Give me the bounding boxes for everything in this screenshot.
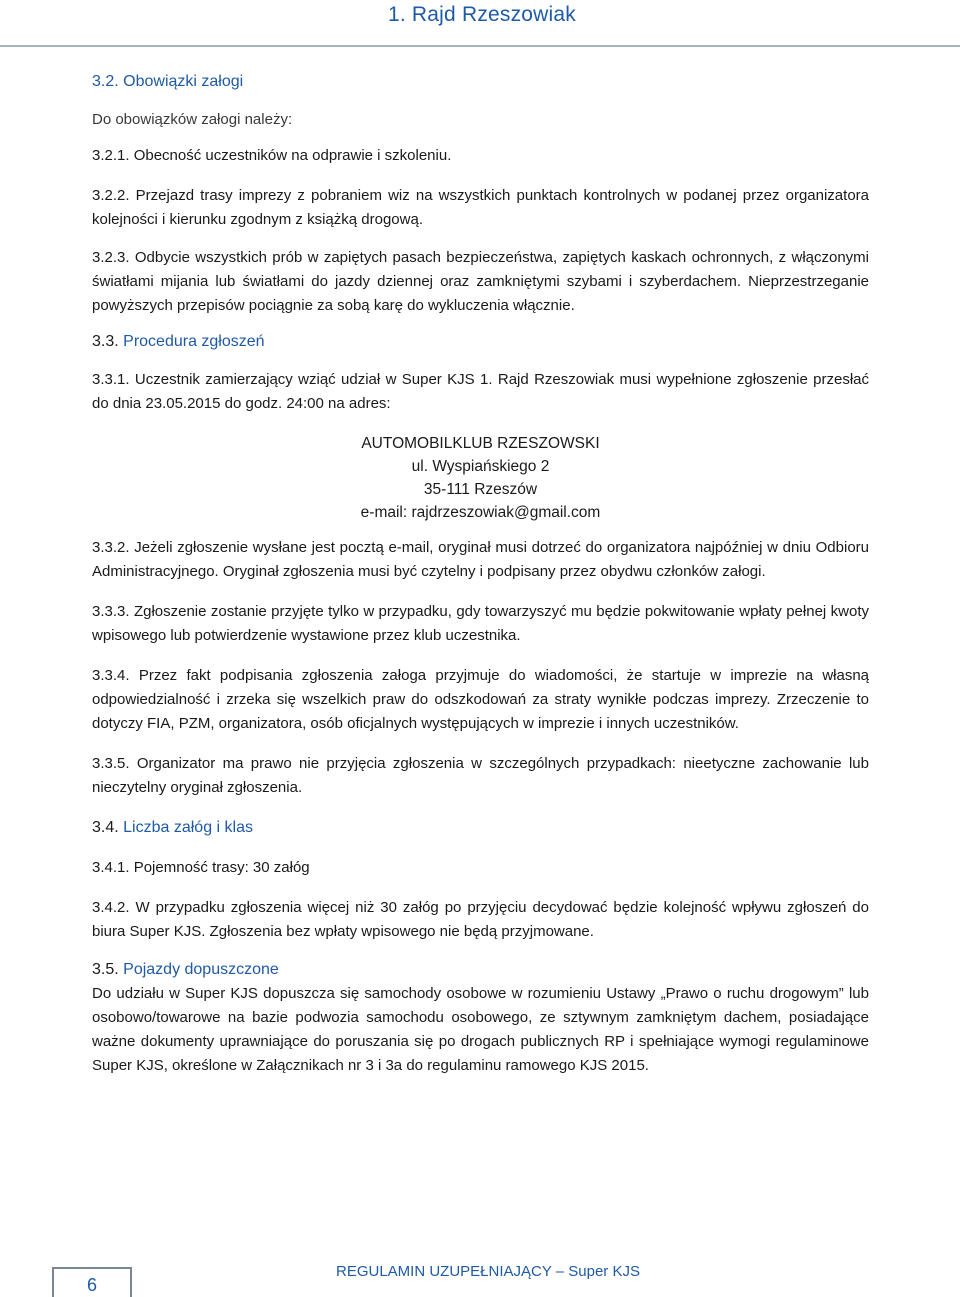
paragraph-number: 3.4.2. [92, 899, 130, 916]
paragraph-text: Pojemność trasy: 30 załóg [133, 859, 310, 876]
section-heading-3-2 [92, 70, 869, 94]
paragraph-3-4-1 [92, 856, 869, 880]
paragraph-3-3-3 [92, 600, 869, 648]
section-number: 3.5. [92, 961, 119, 978]
section-intro: Do obowiązków załogi należy: [92, 111, 293, 128]
address-city: 35-111 Rzeszów [423, 481, 538, 498]
address-email: e-mail: rajdrzeszowiak@gmail.com [360, 504, 601, 521]
paragraph-3-3-2 [92, 536, 869, 584]
paragraph-3-2-2 [92, 184, 869, 232]
address-street: ul. Wyspiańskiego 2 [411, 458, 550, 475]
paragraph-3-3-5 [92, 752, 869, 800]
paragraph-number: 3.3.1. [92, 371, 130, 388]
address-block [92, 432, 869, 524]
section-title: Obowiązki załogi [123, 73, 244, 90]
paragraph-3-3-1 [92, 368, 869, 416]
paragraph-text: Jeżeli zgłoszenie wysłane jest pocztą e-mail, oryginał musi dotrzeć do organizatora najpóźniej w dniu Odbioru Administracyjnego. Oryginał zgłoszenia musi być czytelny i podpisany przez obydwu członków załogi. [92, 539, 870, 580]
paragraph-3-5-body: Do udziału w Super KJS dopuszcza się samochody osobowe w rozumieniu Ustawy „Prawo o ruchu drogowym” lub osobowo/towarowe na bazie podwozia samochodu osobowego, ze sztywnym zamkniętym dachem, posiadające ważne dokumenty uprawniające do poruszania się po drogach publicznych RP i spełniające wymogi regulaminowe Super KJS, określone w Załącznikach nr 3 i 3a do regulaminu ramowego KJS 2015. [92, 985, 869, 1074]
section-heading-3-3 [92, 330, 869, 354]
section-title: Pojazdy dopuszczone [123, 961, 279, 978]
section-heading-3-5 [92, 958, 869, 982]
paragraph-text: Obecność uczestników na odprawie i szkoleniu. [133, 147, 452, 164]
section-heading-3-4 [92, 816, 869, 840]
paragraph-number: 3.2.3. [92, 249, 130, 266]
paragraph-text: Uczestnik zamierzający wziąć udział w Super KJS 1. Rajd Rzeszowiak musi wypełnione zgłoszenie przesłać do dnia 23.05.2015 do godz. 24:00 na adres: [92, 371, 869, 412]
paragraph-3-4-2 [92, 896, 869, 944]
footer-document-title: REGULAMIN UZUPEŁNIAJĄCY – Super KJS [336, 1263, 640, 1280]
paragraph-text: Zgłoszenie zostanie przyjęte tylko w przypadku, gdy towarzyszyć mu będzie pokwitowanie wpłaty pełnej kwoty wpisowego lub potwierdzenie wystawione przez klub uczestnika. [92, 603, 869, 644]
address-organization: AUTOMOBILKLUB RZESZOWSKI [361, 435, 600, 452]
document-body [92, 70, 869, 1078]
paragraph-text: Przejazd trasy imprezy z pobraniem wiz na wszystkich punktach kontrolnych w podanej przez organizatora kolejności i kierunku zgodnym z książką drogową. [92, 187, 869, 228]
paragraph-number: 3.3.2. [92, 539, 130, 556]
section-title: Procedura zgłoszeń [123, 333, 265, 350]
section-number: 3.4. [92, 819, 119, 836]
section-number: 3.3. [92, 333, 119, 350]
page-number-box [52, 1267, 132, 1297]
paragraph-number: 3.2.1. [92, 147, 130, 164]
paragraph-3-3-4 [92, 664, 869, 736]
paragraph-3-2-1 [92, 144, 869, 168]
section-number: 3.2. [92, 73, 119, 90]
section-title: Liczba załóg i klas [123, 819, 253, 836]
paragraph-number: 3.3.4. [92, 667, 130, 684]
page-header-title: 1. Rajd Rzeszowiak [387, 3, 576, 26]
paragraph-text: Przez fakt podpisania zgłoszenia załoga przyjmuje do wiadomości, że startuje w imprezie na własną odpowiedzialność i zrzeka się wszelkich praw do odszkodowań za straty wynikłe podczas imprezy. Zrzeczenie to dotyczy FIA, PZM, organizatora, osób oficjalnych występujących w imprezie i innych uczestników. [92, 667, 870, 732]
paragraph-text: W przypadku zgłoszenia więcej niż 30 załóg po przyjęciu decydować będzie kolejność wpływu zgłoszeń do biura Super KJS. Zgłoszenia bez wpłaty wpisowego nie będą przyjmowane. [92, 899, 869, 940]
paragraph-number: 3.3.5. [92, 755, 130, 772]
paragraph-3-2-3 [92, 246, 869, 318]
paragraph-number: 3.3.3. [92, 603, 130, 620]
header-divider [0, 45, 960, 47]
paragraph-number: 3.2.2. [92, 187, 130, 204]
page-number: 6 [86, 1275, 97, 1295]
paragraph-text: Organizator ma prawo nie przyjęcia zgłoszenia w szczególnych przypadkach: nieetyczne zachowanie lub nieczytelny oryginał zgłoszenia. [92, 755, 869, 796]
paragraph-text: Odbycie wszystkich prób w zapiętych pasach bezpieczeństwa, zapiętych kaskach ochronnych, z włączonymi światłami mijania lub światłami do jazdy dziennej oraz zamkniętymi szybami i szyberdachem. Nieprzestrzeganie powyższych przepisów pociągnie za sobą karę do wykluczenia włącznie. [92, 249, 870, 314]
paragraph-number: 3.4.1. [92, 859, 130, 876]
